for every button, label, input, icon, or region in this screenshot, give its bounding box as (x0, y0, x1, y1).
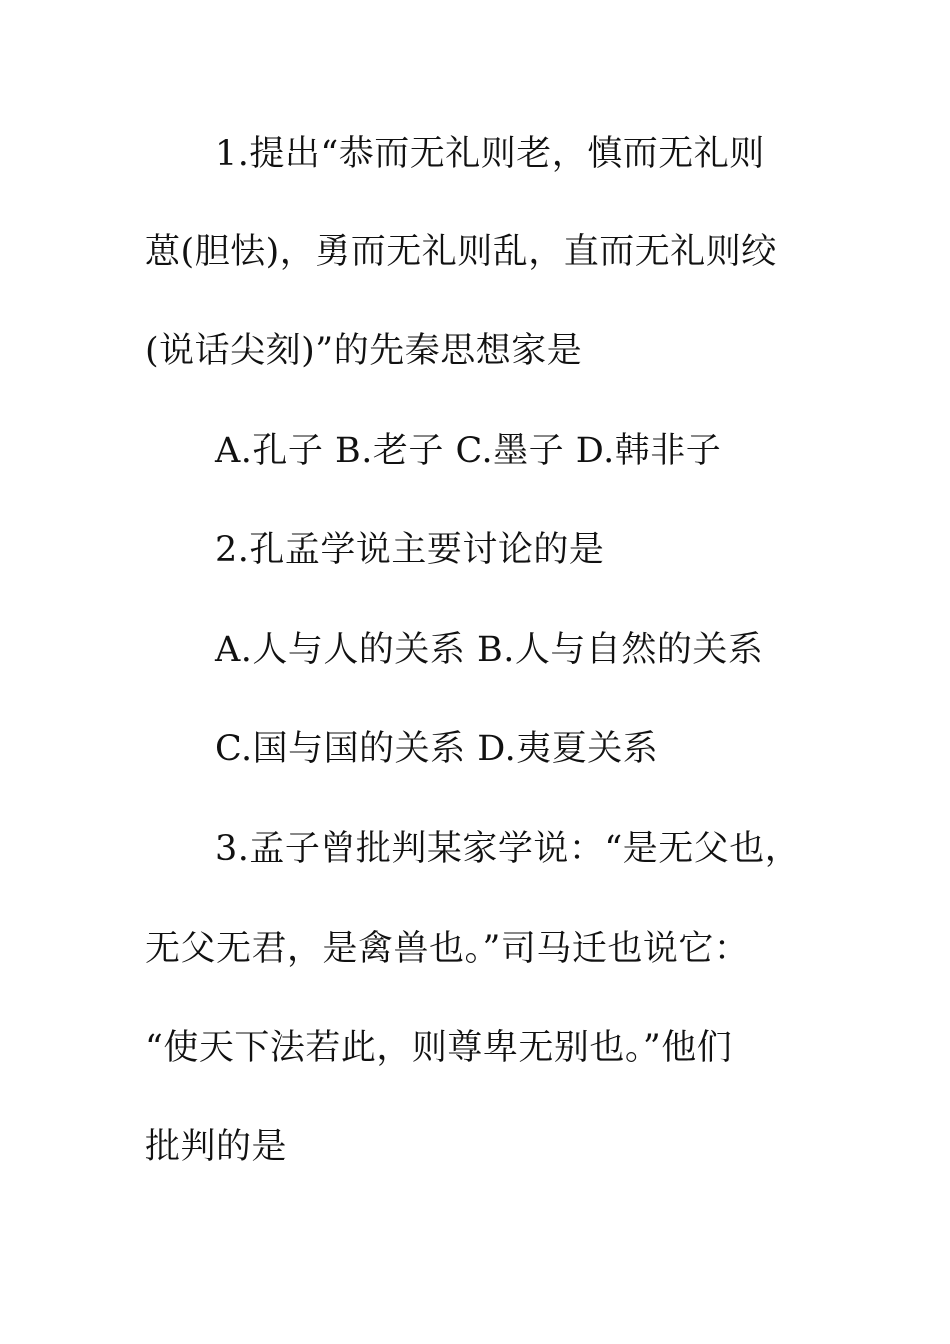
question-3-line-4: 批判的是 (145, 1127, 288, 1167)
question-3-line-3: “使天下法若此，则尊卑无别也。”他们 (145, 1028, 733, 1068)
question-2-line-1: 2.孔孟学说主要讨论的是 (215, 530, 605, 570)
question-1-options: A.孔子 B.老子 C.墨子 D.韩非子 (215, 431, 722, 471)
question-1-line-1: 1.提出“恭而无礼则老，慎而无礼则 (215, 134, 765, 174)
question-2-options-line-2: C.国与国的关系 D.夷夏关系 (215, 729, 659, 769)
question-3-line-2: 无父无君，是禽兽也。”司马迁也说它： (145, 929, 750, 969)
question-2-options-line-1: A.人与人的关系 B.人与自然的关系 (215, 630, 764, 670)
question-1-line-2: 葸(胆怯)，勇而无礼则乱，直而无礼则绞 (145, 232, 777, 272)
question-1-line-3: (说话尖刻)”的先秦思想家是 (145, 331, 583, 371)
question-3-line-1: 3.孟子曾批判某家学说：“是无父也， (215, 829, 801, 869)
